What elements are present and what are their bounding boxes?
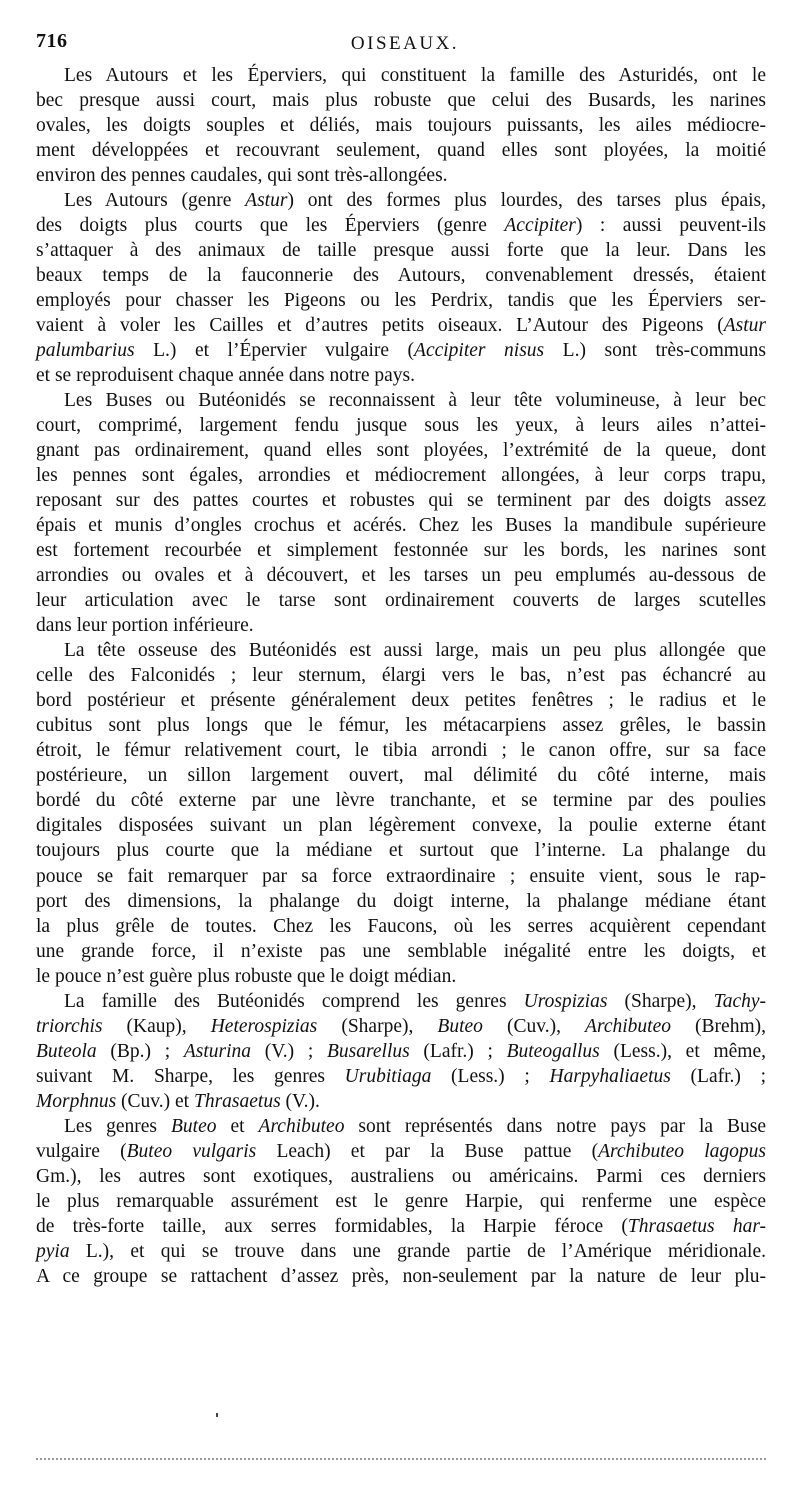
text-line: étroit, le fémur relativement court, le tibia arrondi ; le canon offre, sur sa face	[36, 740, 766, 762]
text-line: et se reproduisent chaque année dans notre pays.	[36, 365, 416, 387]
text-line: les pennes sont égales, arrondies et médiocrement allongées, à leur corps trapu,	[36, 465, 766, 487]
text-line: La tête osseuse des Butéonidés est aussi large, mais un peu plus allongée que	[64, 640, 766, 662]
page-header	[36, 30, 774, 60]
text-line: La famille des Butéonidés comprend les genres Urospizias (Sharpe), Tachy-	[64, 990, 766, 1012]
text-line: le plus remarquable assurément est le genre Harpie, qui renferme une espèce	[36, 1190, 766, 1212]
text-line: le pouce n’est guère plus robuste que le doigt médian.	[36, 965, 457, 987]
text-line: postérieure, un sillon largement ouvert, mal délimité du côté interne, mais	[36, 765, 766, 787]
text-line: vulgaire (Buteo vulgaris Leach) et par la Buse pattue (Archibuteo lagopus	[36, 1140, 767, 1162]
stray-mark	[216, 1413, 218, 1417]
text-line: pyia L.), et qui se trouve dans une grande partie de l’Amérique méridionale.	[36, 1240, 766, 1262]
text-line: pouce se fait remarquer par sa force extraordinaire ; ensuite vient, sous le rap-	[36, 865, 766, 887]
text-line: des doigts plus courts que les Éperviers (genre Accipiter) : aussi peuvent-ils	[36, 215, 766, 237]
text-line: est fortement recourbée et simplement festonnée sur les bords, les narines sont	[36, 540, 766, 562]
body-text	[36, 63, 766, 1289]
text-line: Les Autours et les Éperviers, qui constituent la famille des Asturidés, ont le	[64, 65, 766, 86]
text-line: s’attaquer à des animaux de taille presque aussi forte que la leur. Dans les	[36, 240, 766, 262]
text-line: bord postérieur et présente généralement deux petites fenêtres ; le radius et le	[36, 690, 766, 712]
text-line: Les Autours (genre Astur) ont des formes plus lourdes, des tarses plus épais,	[64, 190, 766, 212]
text-line: vaient à voler les Cailles et d’autres petits oiseaux. L’Autour des Pigeons (Astur	[36, 315, 766, 337]
bottom-rule	[36, 1458, 766, 1460]
text-line: arrondies ou ovales et à découvert, et les tarses un peu emplumés au-dessous de	[36, 565, 766, 587]
text-line: A ce groupe se rattachent d’assez près, non-seulement par la nature de leur plu-	[36, 1265, 766, 1287]
text-line: environ des pennes caudales, qui sont très-allongées.	[36, 165, 448, 187]
text-line: ment développées et recouvrant seulement, quand elles sont ployées, la moitié	[36, 140, 766, 162]
text-line: palumbarius L.) et l’Épervier vulgaire (Accipiter nisus L.) sont très-communs	[36, 340, 766, 362]
text-line: Morphnus (Cuv.) et Thrasaetus (V.).	[36, 1090, 320, 1112]
text-line: court, comprimé, largement fendu jusque sous les yeux, à leurs ailes n’attei-	[36, 415, 766, 437]
text-line: celle des Falconidés ; leur sternum, élargi vers le bas, n’est pas échancré au	[36, 665, 766, 687]
text-line: Les Buses ou Butéonidés se reconnaissent à leur tête volumineuse, à leur bec	[64, 390, 766, 412]
text-line: Les genres Buteo et Archibuteo sont représentés dans notre pays par la Buse	[64, 1115, 766, 1137]
text-line: une grande force, il n’existe pas une semblable inégalité entre les doigts, et	[36, 940, 766, 962]
text-line: reposant sur des pattes courtes et robustes qui se terminent par des doigts assez	[36, 490, 766, 512]
text-line: épais et munis d’ongles crochus et acérés. Chez les Buses la mandibule supérieure	[36, 515, 766, 537]
text-line: Buteola (Bp.) ; Asturina (V.) ; Busarellus (Lafr.) ; Buteogallus (Less.), et même,	[36, 1040, 766, 1062]
text-line: digitales disposées suivant un plan légèrement convexe, la poulie externe étant	[36, 815, 766, 837]
text-line: la plus grêle de toutes. Chez les Faucons, où les serres acquièrent cependant	[36, 915, 766, 937]
text-line: employés pour chasser les Pigeons ou les Perdrix, tandis que les Éperviers ser-	[36, 290, 766, 312]
text-line: Gm.), les autres sont exotiques, australiens ou américains. Parmi ces derniers	[36, 1165, 766, 1187]
page-number: 716	[36, 30, 68, 52]
text-line: beaux temps de la fauconnerie des Autours, convenablement dressés, étaient	[36, 265, 766, 287]
text-line: leur articulation avec le tarse sont ordinairement couverts de larges scutelles	[36, 590, 766, 612]
text-line: triorchis (Kaup), Heterospizias (Sharpe), Buteo (Cuv.), Archibuteo (Brehm),	[36, 1015, 766, 1037]
text-line: port des dimensions, la phalange du doigt interne, la phalange médiane étant	[36, 890, 766, 912]
text-line: bec presque aussi court, mais plus robuste que celui des Busards, les narines	[36, 90, 766, 112]
text-line: cubitus sont plus longs que le fémur, les métacarpiens assez grêles, le bassin	[36, 715, 766, 737]
text-line: toujours plus courte que la médiane et surtout que l’interne. La phalange du	[36, 840, 766, 862]
text-line: ovales, les doigts souples et déliés, mais toujours puissants, les ailes médiocre-	[36, 115, 766, 137]
text-line: bordé du côté externe par une lèvre tranchante, et se termine par des poulies	[36, 790, 766, 812]
text-line: gnant pas ordinairement, quand elles sont ployées, l’extrémité de la queue, dont	[36, 440, 766, 462]
running-head: OISEAUX.	[350, 33, 460, 54]
text-line: suivant M. Sharpe, les genres Urubitiaga (Less.) ; Harpyhaliaetus (Lafr.) ;	[36, 1065, 766, 1087]
text-line: de très-forte taille, aux serres formidables, la Harpie féroce (Thrasaetus har-	[36, 1215, 767, 1237]
text-line: dans leur portion inférieure.	[36, 615, 254, 637]
